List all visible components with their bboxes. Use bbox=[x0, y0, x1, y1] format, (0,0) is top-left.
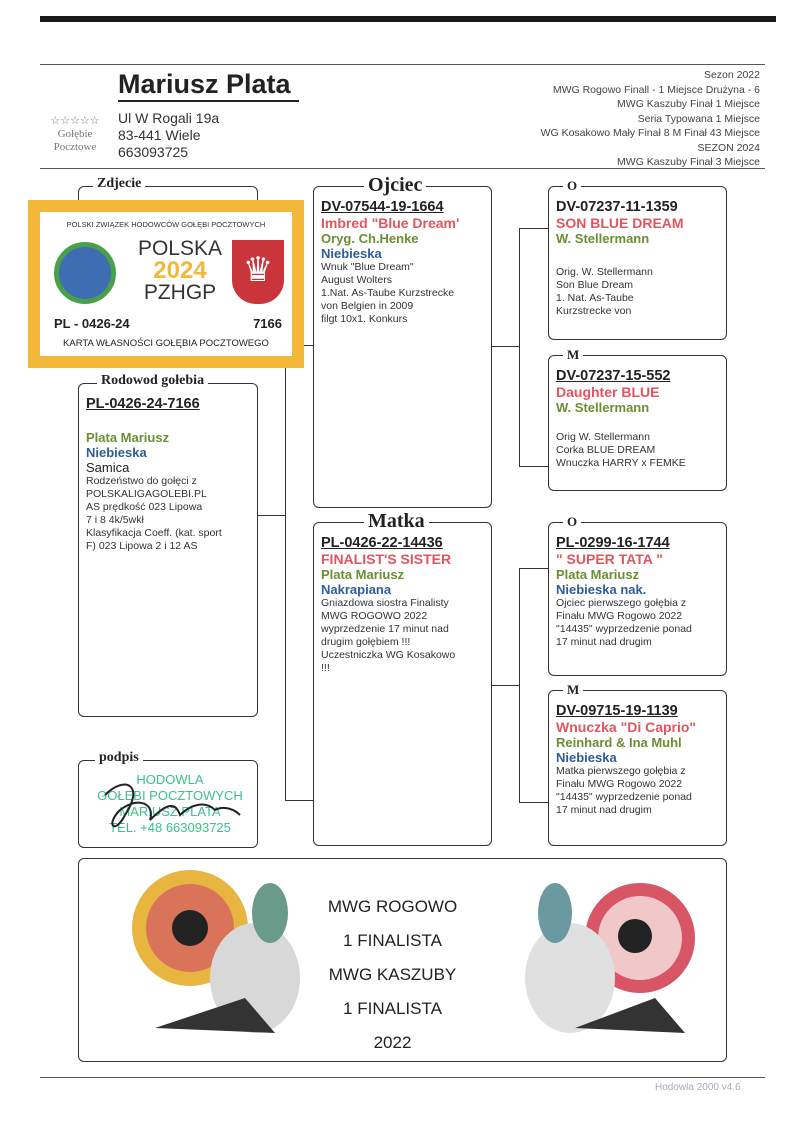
breeder-address bbox=[118, 110, 219, 161]
footer-divider bbox=[40, 1077, 765, 1078]
gf-ring: DV-07237-11-1359 bbox=[556, 199, 678, 215]
pzhgp-badge-icon bbox=[54, 242, 116, 304]
header-divider-top bbox=[40, 64, 765, 65]
mgm-legend: M bbox=[563, 682, 583, 698]
card-ring-number: 7166 bbox=[253, 316, 282, 331]
mgf-ring: PL-0299-16-1744 bbox=[556, 535, 670, 551]
connector bbox=[492, 346, 519, 347]
mgf-legend: O bbox=[563, 514, 581, 530]
pigeon-note: POLSKALIGAGOLEBI.PL bbox=[86, 488, 207, 500]
gf-name: SON BLUE DREAM bbox=[556, 215, 684, 231]
stamp-line: MARIUSZ PLATA bbox=[119, 804, 221, 819]
mgf-note: 17 minut nad drugim bbox=[556, 636, 652, 648]
mother-note: !!! bbox=[321, 662, 330, 674]
stamp-line: HODOWLA bbox=[136, 772, 204, 787]
connector bbox=[519, 568, 520, 802]
father-note: filgt 10x1. Konkurs bbox=[321, 313, 408, 325]
father-name: Imbred "Blue Dream' bbox=[321, 215, 460, 231]
mother-box bbox=[313, 510, 492, 846]
pigeon-note: 7 i 8 4k/5wkł bbox=[86, 514, 144, 526]
gm-note: Wnuczka HARRY x FEMKE bbox=[556, 457, 686, 469]
gf-note: Orig. W. Stellermann bbox=[556, 266, 653, 278]
paternal-grandfather-box bbox=[548, 178, 727, 340]
breeder-logo bbox=[38, 85, 112, 154]
gm-name: Daughter BLUE bbox=[556, 384, 660, 400]
address-line: Ul W Rogali 19a bbox=[118, 110, 220, 126]
mother-name: FINALIST'S SISTER bbox=[321, 551, 452, 567]
banner-line: 1 FINALISTA bbox=[343, 931, 442, 950]
card-ring-prefix: PL - 0426-24 bbox=[54, 316, 130, 331]
pigeon-ring: PL-0426-24-7166 bbox=[86, 396, 200, 412]
connector bbox=[519, 466, 548, 467]
connector bbox=[519, 802, 548, 803]
stamp-line: TEL. +48 663093725 bbox=[109, 820, 231, 835]
card-footer: KARTA WŁASNOŚCI GOŁĘBIA POCZTOWEGO bbox=[63, 338, 269, 349]
paternal-grandmother-box bbox=[548, 347, 727, 491]
mgf-breeder: Plata Mariusz bbox=[556, 567, 640, 582]
polish-eagle-icon: ♛ bbox=[232, 240, 284, 304]
photo-legend: Zdjecie bbox=[93, 176, 145, 192]
father-legend: Ojciec bbox=[364, 174, 426, 197]
logo-stars: ☆☆☆☆☆ bbox=[50, 115, 100, 127]
banner-line: 2022 bbox=[373, 1033, 412, 1052]
achievement: MWG Kaszuby Finał 3 Miejsce bbox=[617, 156, 760, 168]
father-color: Niebieska bbox=[321, 246, 382, 261]
logo-line: Gołębie bbox=[57, 128, 93, 140]
pigeon-note: F) 023 Lipowa 2 i 12 AS bbox=[86, 540, 198, 552]
father-note: 1.Nat. As-Taube Kurzstrecke bbox=[321, 287, 455, 299]
mother-note: Uczestniczka WG Kosakowo bbox=[321, 649, 456, 661]
gm-breeder: W. Stellermann bbox=[556, 400, 650, 415]
mother-note: Gniazdowa siostra Finalisty bbox=[321, 597, 449, 609]
mgm-note: 17 minut nad drugim bbox=[556, 804, 652, 816]
top-border bbox=[40, 16, 776, 22]
achievement: Sezon 2022 bbox=[703, 69, 760, 81]
mgf-note: Finału MWG Rogowo 2022 bbox=[556, 610, 683, 622]
pigeon-note: AS prędkość 023 Lipowa bbox=[86, 501, 203, 513]
connector bbox=[519, 228, 548, 229]
pigeon-box bbox=[78, 373, 258, 717]
mgf-name: " SUPER TATA " bbox=[556, 551, 663, 567]
connector bbox=[519, 228, 520, 466]
mgm-breeder: Reinhard & Ina Muhl bbox=[556, 735, 682, 750]
card-org: POLSKI ZWIĄZEK HODOWCÓW GOŁĘBI POCZTOWYCH bbox=[66, 220, 266, 229]
handwritten-signature bbox=[95, 775, 245, 840]
gf-legend: O bbox=[563, 178, 581, 194]
signature-legend: podpis bbox=[95, 750, 143, 766]
gf-note: Son Blue Dream bbox=[556, 279, 634, 291]
achievement: WG Kosakowo Mały Finał 8 M Finał 43 Miejsce bbox=[540, 127, 760, 139]
mgm-note: Finału MWG Rogowo 2022 bbox=[556, 778, 683, 790]
software-version: Hodowla 2000 v4.6 bbox=[655, 1082, 741, 1093]
father-box bbox=[313, 174, 492, 508]
pigeon-legend: Rodowod gołebia bbox=[97, 373, 208, 389]
pigeon-owner: Plata Mariusz bbox=[86, 430, 170, 445]
banner-text bbox=[300, 890, 485, 1060]
pigeon-sex: Samica bbox=[86, 460, 130, 475]
card-year: 2024 bbox=[153, 257, 207, 284]
father-breeder: Oryg. Ch.Henke bbox=[321, 231, 419, 246]
mgf-color: Niebieska nak. bbox=[556, 582, 647, 597]
father-note: August Wolters bbox=[321, 274, 393, 286]
ownership-card bbox=[28, 200, 304, 368]
pigeon-color: Niebieska bbox=[86, 445, 147, 460]
banner-line: MWG ROGOWO bbox=[327, 897, 458, 916]
gf-note: Kurzstrecke von bbox=[556, 305, 632, 317]
achievement: MWG Kaszuby Finał 1 Miejsce bbox=[617, 98, 760, 110]
gf-note: 1. Nat. As-Taube bbox=[556, 292, 634, 304]
maternal-grandmother-box bbox=[548, 682, 727, 846]
connector bbox=[519, 568, 548, 569]
gm-legend: M bbox=[563, 347, 583, 363]
mgf-note: "14435" wyprzedzenie ponad bbox=[556, 623, 692, 635]
connector bbox=[285, 800, 313, 801]
achievement: MWG Rogowo Finall - 1 Miejsce Drużyna - 6 bbox=[552, 83, 760, 96]
logo-line: Pocztowe bbox=[53, 141, 97, 153]
pigeon-note: Klasyfikacja Coeff. (kat. sport bbox=[86, 527, 222, 539]
mother-note: wyprzedzenie 17 minut nad bbox=[321, 623, 449, 635]
phone: 663093725 bbox=[118, 144, 189, 160]
gm-note: Orig W. Stellermann bbox=[556, 431, 650, 443]
address-line: 83-441 Wiele bbox=[118, 127, 201, 143]
mgm-note: Matka pierwszego gołębia z bbox=[556, 765, 686, 777]
achievements bbox=[541, 68, 760, 170]
connector bbox=[258, 515, 286, 516]
mgm-color: Niebieska bbox=[556, 750, 617, 765]
father-ring: DV-07544-19-1664 bbox=[321, 199, 444, 215]
connector bbox=[492, 685, 519, 686]
mother-legend: Matka bbox=[364, 510, 429, 533]
mgm-ring: DV-09715-19-1139 bbox=[556, 703, 678, 719]
connector bbox=[285, 345, 286, 801]
pigeon-eye-image-right bbox=[515, 868, 695, 1053]
mgm-name: Wnuczka "Di Caprio" bbox=[556, 719, 697, 735]
gf-breeder: W. Stellermann bbox=[556, 231, 650, 246]
achievement: SEZON 2024 bbox=[697, 141, 760, 154]
gm-ring: DV-07237-15-552 bbox=[556, 368, 671, 384]
mgm-note: "14435" wyprzedzenie ponad bbox=[556, 791, 692, 803]
mother-breeder: Plata Mariusz bbox=[321, 567, 405, 582]
mother-ring: PL-0426-22-14436 bbox=[321, 535, 443, 551]
banner-line: 1 FINALISTA bbox=[343, 999, 442, 1018]
card-country: POLSKA bbox=[137, 237, 223, 260]
banner-line: MWG KASZUBY bbox=[328, 965, 457, 984]
father-note: Wnuk "Blue Dream" bbox=[321, 261, 414, 273]
mother-note: MWG ROGOWO 2022 bbox=[321, 610, 428, 622]
gm-note: Corka BLUE DREAM bbox=[556, 444, 656, 456]
card-title bbox=[135, 238, 225, 304]
breeder-name: Mariusz Plata bbox=[118, 68, 299, 102]
pigeon-eye-image-left bbox=[125, 868, 305, 1053]
mgf-note: Ojciec pierwszego gołębia z bbox=[556, 597, 687, 609]
mother-color: Nakrapiana bbox=[321, 582, 392, 597]
mother-note: drugim gołębiem !!! bbox=[321, 636, 411, 648]
achievement: Seria Typowana 1 Miejsce bbox=[637, 112, 760, 125]
father-note: von Belgien in 2009 bbox=[321, 300, 414, 312]
stamp-line: GOŁĘBI POCZTOWYCH bbox=[97, 788, 243, 803]
maternal-grandfather-box bbox=[548, 514, 727, 676]
pigeon-note: Rodzeństwo do gołęci z bbox=[86, 475, 197, 487]
card-abbr: PZHGP bbox=[143, 281, 217, 304]
